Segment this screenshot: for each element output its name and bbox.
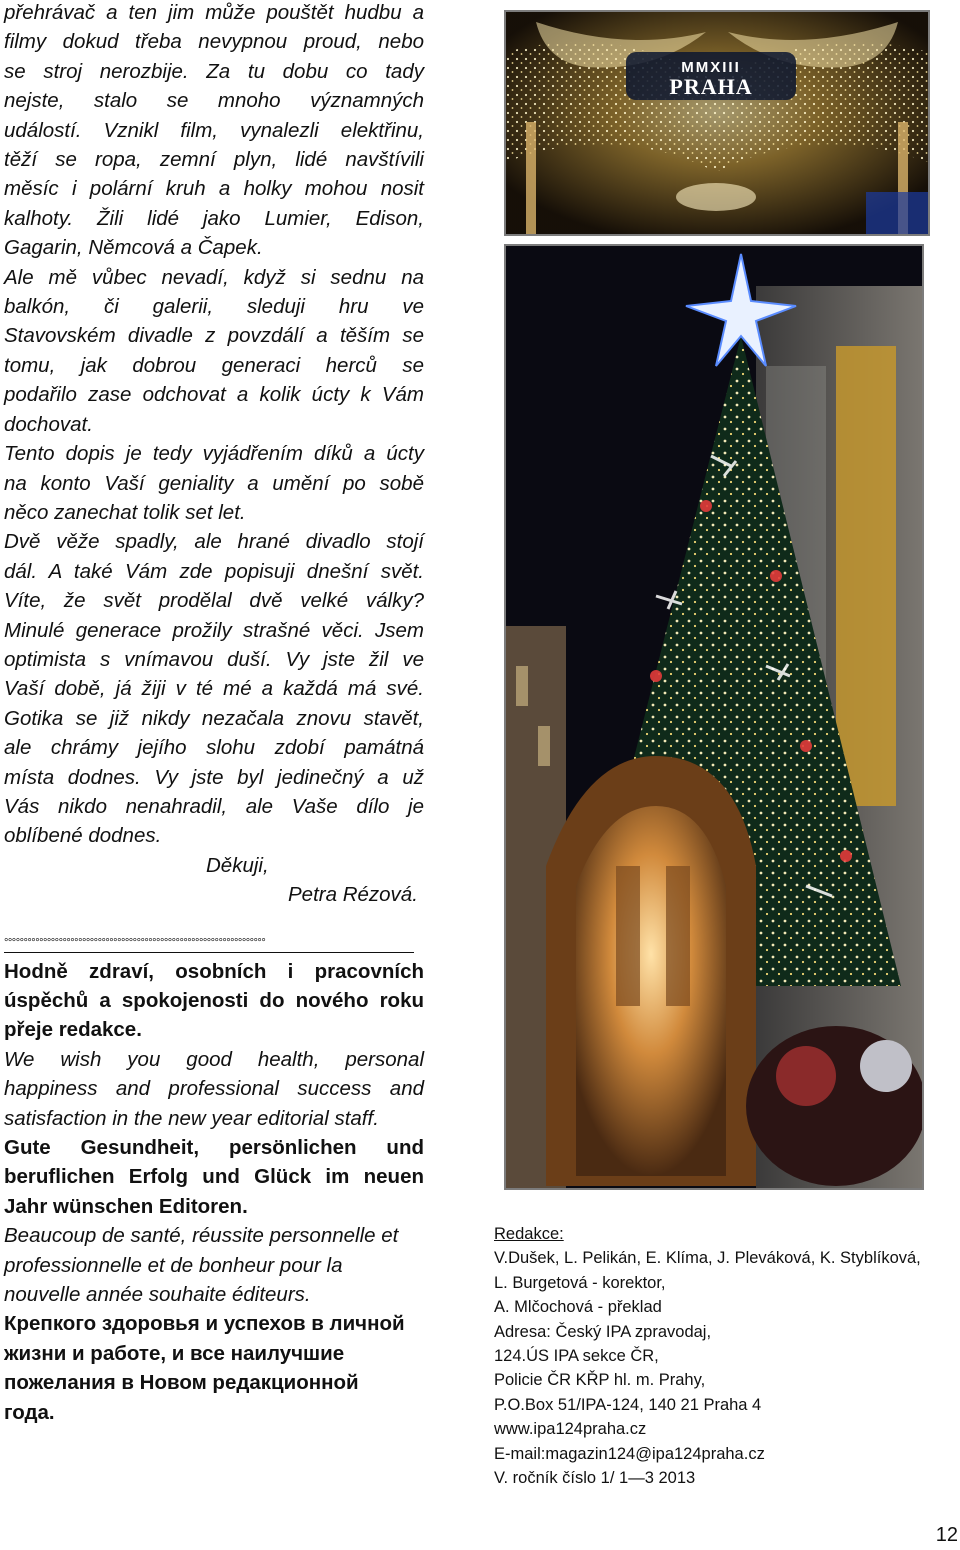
letter-line: Vaší době, já žiji v té mé a každá má své.: [4, 677, 424, 701]
imprint-heading: Redakce:: [494, 1225, 564, 1243]
greeting-line: satisfaction in the new year editorial staff.: [4, 1106, 379, 1130]
letter-line: podařilo zase odchovat a kolik úcty k Vám: [4, 383, 424, 407]
greeting-line: пожелания в Новом редакционной: [4, 1371, 359, 1395]
letter-line: Stavovském divadle z povzdálí a těším se: [4, 324, 424, 348]
imprint-email-link[interactable]: E-mail:magazin124@ipa124praha.cz: [494, 1444, 765, 1463]
letter-line: dochovat.: [4, 412, 93, 436]
greeting-line: úspěchů a spokojenosti do nového roku: [4, 989, 424, 1012]
greeting-line: Beaucoup de santé, réussite personnelle et: [4, 1224, 399, 1248]
letter-line: ale chrámy jejího slohu zdobí památná: [4, 736, 424, 760]
greeting-line: Крепкого здоровья и успехов в личной: [4, 1312, 405, 1336]
letter-line: Víte, že svět prodělal dvě velké války?: [4, 589, 424, 613]
sign-year: MMXIII: [681, 59, 741, 76]
letter-line: nejste, stalo se mnoho významných: [4, 89, 424, 113]
greeting-line: happiness and professional success and: [4, 1077, 424, 1101]
greeting-line: professionnelle et de bonheur pour la: [4, 1253, 343, 1277]
letter-paragraph-2: [4, 263, 424, 439]
imprint-website-link[interactable]: www.ipa124praha.cz: [494, 1420, 647, 1439]
letter-line: optimista s vnímavou duší. Vy jste žil ve: [4, 647, 424, 671]
letter-line: Vás nikdo nenahradil, ale Vaše dílo je: [4, 794, 424, 818]
greeting-line: beruflichen Erfolg und Glück im neuen: [4, 1165, 424, 1189]
greeting-russian: [4, 1309, 424, 1427]
letter-line: těží se ropa, zemní plyn, lidé navštívili: [4, 148, 424, 172]
letter-line: měsíc i polární kruh a holky mohou nosit: [4, 177, 424, 201]
letter-line: Minulé generace prožily strašné věci. Jsem: [4, 618, 424, 642]
left-column: [4, 0, 424, 1427]
letter-line: filmy dokud třeba nevypnou proud, nebo: [4, 30, 424, 54]
greeting-line: Hodně zdraví, osobních i pracovních: [4, 959, 424, 983]
imprint-line: Policie ČR KŘP hl. m. Prahy,: [494, 1371, 706, 1390]
greeting-line: nouvelle année souhaite éditeurs.: [4, 1283, 311, 1307]
letter-line: Gagarin, Němcová a Čapek.: [4, 236, 263, 260]
letter-line: oblíbené dodnes.: [4, 824, 162, 848]
letter-line: tomu, jak dobrou generaci herců se: [4, 353, 424, 377]
photo-prague-lights-image: [506, 12, 928, 234]
imprint-line: V.Dušek, L. Pelikán, E. Klíma, J. Pleváková, K. Styblíková,: [494, 1249, 921, 1268]
letter-line: něco zanechat tolik set let.: [4, 500, 246, 524]
letter-line: místa dodnes. Vy jste byl jedinečný a už: [4, 765, 424, 789]
letter-line: dál. A také Vám zde popisuji dnešní svět.: [4, 559, 424, 583]
letter-line: balkón, či galerii, sleduji hru ve: [4, 295, 424, 319]
greeting-english: [4, 1045, 424, 1133]
imprint-line: V. ročník číslo 1/ 1—3 2013: [494, 1469, 696, 1488]
letter-signature: Petra Rézová.: [288, 883, 418, 907]
greeting-czech: [4, 957, 424, 1045]
imprint-line: A. Mlčochová - překlad: [494, 1298, 662, 1317]
letter-line: na konto Vaší geniality a umění po sobě: [4, 471, 424, 495]
letter-line: událostí. Vznikl film, vynalezli elektřinu,: [4, 118, 424, 142]
greeting-french: [4, 1221, 424, 1309]
letter-line: přehrávač a ten jim může pouštět hudbu a: [4, 1, 424, 24]
letter-line: Ale mě vůbec nevadí, když si sednu na: [4, 265, 424, 289]
imprint: [494, 1222, 960, 1490]
sign-city: PRAHA: [669, 74, 753, 99]
greeting-line: přeje redakce.: [4, 1018, 142, 1042]
letter-line: Gotika se již nikdy nezačala znovu stavět,: [4, 706, 424, 730]
imprint-line: Adresa: Český IPA zpravodaj,: [494, 1322, 712, 1341]
imprint-line: 124.ÚS IPA sekce ČR,: [494, 1347, 659, 1366]
letter-thanks: Děkuji,: [206, 853, 269, 877]
page-number: 12: [935, 1524, 958, 1546]
greeting-line: Gute Gesundheit, persönlichen und: [4, 1136, 424, 1160]
imprint-line: P.O.Box 51/IPA-124, 140 21 Praha 4: [494, 1395, 762, 1414]
letter-line: kalhoty. Žili lidé jako Lumier, Edison,: [4, 206, 424, 230]
letter-paragraph-4: [4, 527, 424, 850]
photo-prague-lights: [504, 10, 930, 236]
photo-christmas-tree-image: [506, 246, 922, 1188]
letter-line: Tento dopis je tedy vyjádřením díků a úcty: [4, 442, 424, 466]
greeting-german: [4, 1133, 424, 1221]
imprint-line: L. Burgetová - korektor,: [494, 1273, 666, 1292]
greeting-line: Jahr wünschen Editoren.: [4, 1194, 248, 1218]
letter-paragraph-3: [4, 439, 424, 527]
photo-christmas-tree: [504, 244, 924, 1190]
letter-line: Dvě věže spadly, ale hrané divadlo stojí: [4, 530, 424, 554]
letter-paragraph-1: [4, 0, 424, 263]
greeting-line: жизни и работе, и все наилучшие: [4, 1341, 345, 1365]
greeting-line: We wish you good health, personal: [4, 1047, 424, 1071]
letter-line: se stroj nerozbije. Za tu dobu co tady: [4, 59, 424, 83]
divider-dots: °°°°°°°°°°°°°°°°°°°°°°°°°°°°°°°°°°°°°°°°°°°°°°°°°°°°°°°°°°°°°°°°°°°: [4, 936, 266, 949]
greeting-line: года.: [4, 1400, 55, 1424]
